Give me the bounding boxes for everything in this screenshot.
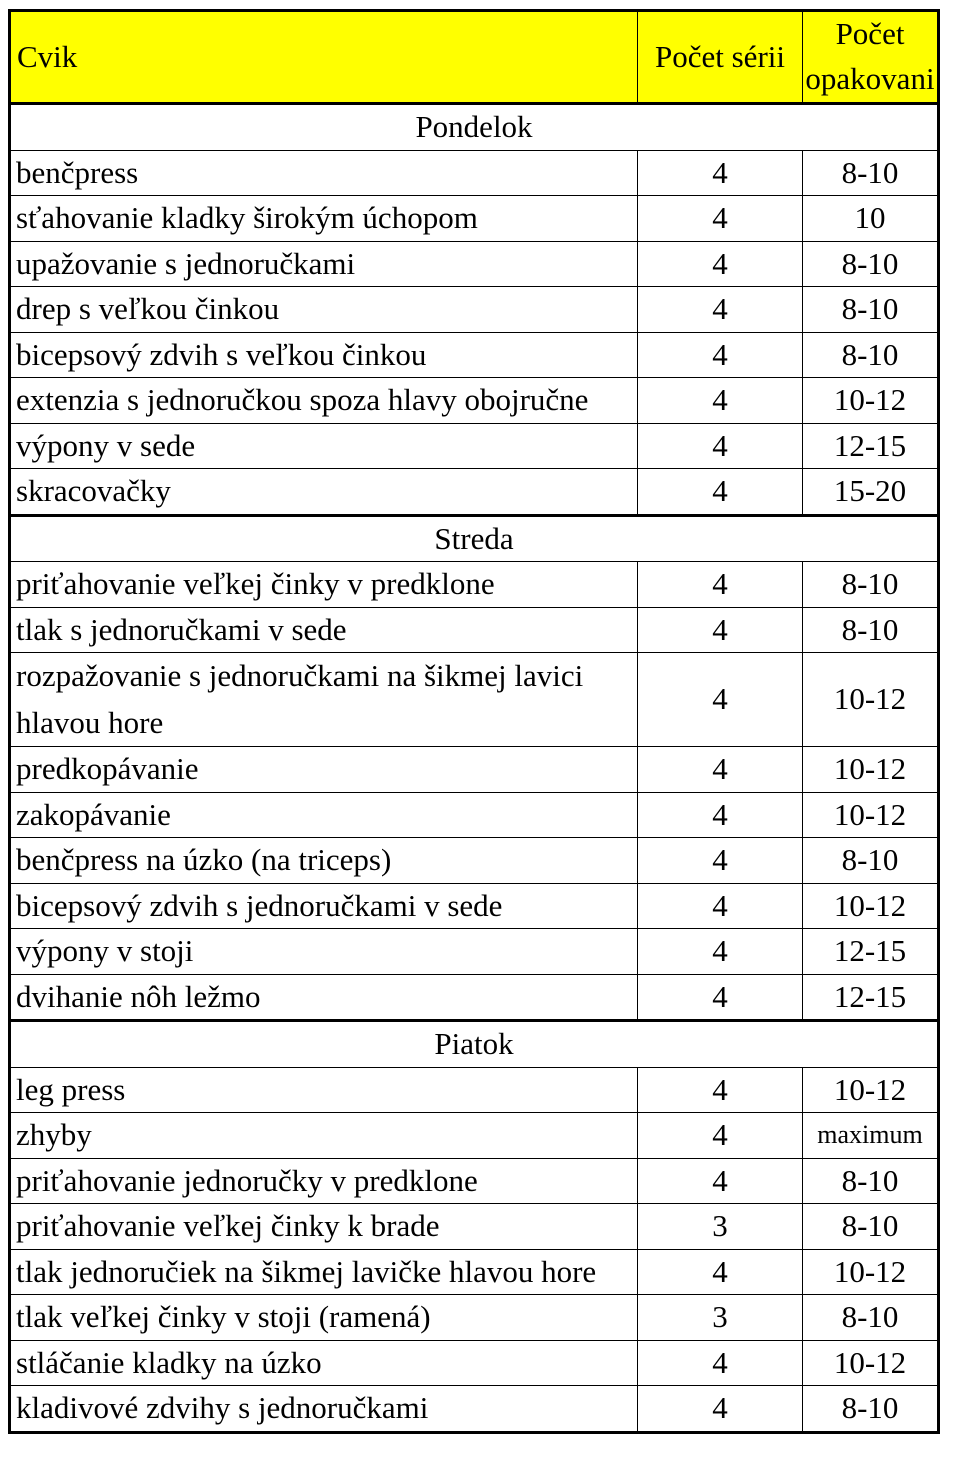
reps-count: 10-12 <box>803 1249 939 1295</box>
exercise-name: výpony v stoji <box>10 929 638 975</box>
exercise-row <box>10 1340 939 1386</box>
sets-count: 4 <box>638 1158 803 1204</box>
sets-count: 4 <box>638 287 803 333</box>
exercise-name: upažovanie s jednoručkami <box>10 241 638 287</box>
sets-count: 4 <box>638 607 803 653</box>
reps-count: maximum <box>803 1113 939 1159</box>
exercise-name: leg press <box>10 1067 638 1113</box>
exercise-row <box>10 1158 939 1204</box>
reps-count: 8-10 <box>803 1295 939 1341</box>
sets-count: 4 <box>638 423 803 469</box>
day-name: Streda <box>10 515 939 562</box>
sets-count: 4 <box>638 150 803 196</box>
reps-count: 10-12 <box>803 883 939 929</box>
day-header-row <box>10 1021 939 1068</box>
header-row <box>10 11 939 104</box>
sets-count: 4 <box>638 332 803 378</box>
exercise-name: priťahovanie jednoručky v predklone <box>10 1158 638 1204</box>
day-header-row <box>10 515 939 562</box>
exercise-name: predkopávanie <box>10 747 638 793</box>
header-sets: Počet sérii <box>638 11 803 104</box>
exercise-name: priťahovanie veľkej činky v predklone <box>10 562 638 608</box>
exercise-row <box>10 423 939 469</box>
reps-count: 12-15 <box>803 974 939 1021</box>
exercise-row <box>10 929 939 975</box>
exercise-row <box>10 883 939 929</box>
sets-count: 4 <box>638 1340 803 1386</box>
sets-count: 4 <box>638 1249 803 1295</box>
exercise-name: tlak jednoručiek na šikmej lavičke hlavou hore <box>10 1249 638 1295</box>
reps-count: 8-10 <box>803 1158 939 1204</box>
sets-count: 4 <box>638 838 803 884</box>
exercise-name: výpony v sede <box>10 423 638 469</box>
header-reps <box>803 11 939 104</box>
sets-count: 4 <box>638 469 803 516</box>
exercise-row <box>10 287 939 333</box>
sets-count: 4 <box>638 1113 803 1159</box>
sets-count: 4 <box>638 196 803 242</box>
reps-count: 8-10 <box>803 241 939 287</box>
exercise-name: stláčanie kladky na úzko <box>10 1340 638 1386</box>
sets-count: 3 <box>638 1204 803 1250</box>
reps-count: 10-12 <box>803 378 939 424</box>
exercise-row <box>10 1067 939 1113</box>
sets-count: 4 <box>638 1067 803 1113</box>
sets-count: 3 <box>638 1295 803 1341</box>
sets-count: 4 <box>638 929 803 975</box>
exercise-name: tlak s jednoručkami v sede <box>10 607 638 653</box>
workout-table <box>8 9 940 1434</box>
reps-count: 10 <box>803 196 939 242</box>
sets-count: 4 <box>638 883 803 929</box>
sets-count: 4 <box>638 378 803 424</box>
reps-count: 15-20 <box>803 469 939 516</box>
sets-count: 4 <box>638 653 803 747</box>
exercise-row <box>10 1249 939 1295</box>
exercise-name: kladivové zdvihy s jednoručkami <box>10 1386 638 1433</box>
exercise-name: sťahovanie kladky širokým úchopom <box>10 196 638 242</box>
header-exercise: Cvik <box>10 11 638 104</box>
exercise-name: extenzia s jednoručkou spoza hlavy obojručne <box>10 378 638 424</box>
exercise-row <box>10 241 939 287</box>
reps-count: 12-15 <box>803 423 939 469</box>
exercise-row <box>10 196 939 242</box>
exercise-name: zakopávanie <box>10 792 638 838</box>
reps-count: 10-12 <box>803 792 939 838</box>
reps-count: 10-12 <box>803 1067 939 1113</box>
exercise-row <box>10 469 939 516</box>
exercise-row <box>10 150 939 196</box>
exercise-row <box>10 974 939 1021</box>
exercise-name: priťahovanie veľkej činky k brade <box>10 1204 638 1250</box>
sets-count: 4 <box>638 974 803 1021</box>
header-reps-line2: opakovani <box>805 61 935 96</box>
reps-count: 10-12 <box>803 747 939 793</box>
exercise-row <box>10 378 939 424</box>
sets-count: 4 <box>638 241 803 287</box>
exercise-name: bicepsový zdvih s veľkou činkou <box>10 332 638 378</box>
exercise-row <box>10 1204 939 1250</box>
reps-count: 8-10 <box>803 1386 939 1433</box>
reps-count: 10-12 <box>803 653 939 747</box>
exercise-row <box>10 838 939 884</box>
sets-count: 4 <box>638 562 803 608</box>
day-name: Pondelok <box>10 104 939 151</box>
reps-count: 8-10 <box>803 607 939 653</box>
exercise-name: zhyby <box>10 1113 638 1159</box>
exercise-name: bicepsový zdvih s jednoručkami v sede <box>10 883 638 929</box>
exercise-name: benčpress na úzko (na triceps) <box>10 838 638 884</box>
exercise-name: skracovačky <box>10 469 638 516</box>
exercise-name: benčpress <box>10 150 638 196</box>
exercise-row <box>10 1113 939 1159</box>
exercise-row <box>10 332 939 378</box>
reps-count: 8-10 <box>803 150 939 196</box>
exercise-row <box>10 1386 939 1433</box>
day-header-row <box>10 104 939 151</box>
reps-count: 12-15 <box>803 929 939 975</box>
exercise-row <box>10 562 939 608</box>
exercise-name: dvihanie nôh ležmo <box>10 974 638 1021</box>
reps-count: 8-10 <box>803 562 939 608</box>
day-name: Piatok <box>10 1021 939 1068</box>
reps-count: 8-10 <box>803 838 939 884</box>
sets-count: 4 <box>638 747 803 793</box>
header-reps-line1: Počet <box>835 16 905 52</box>
exercise-name: drep s veľkou činkou <box>10 287 638 333</box>
exercise-name: rozpažovanie s jednoručkami na šikmej lavici hlavou hore <box>10 653 638 747</box>
exercise-row <box>10 747 939 793</box>
exercise-row <box>10 607 939 653</box>
exercise-row <box>10 792 939 838</box>
exercise-row <box>10 653 939 747</box>
exercise-name: tlak veľkej činky v stoji (ramená) <box>10 1295 638 1341</box>
workout-table-container <box>8 9 940 1434</box>
reps-count: 8-10 <box>803 1204 939 1250</box>
sets-count: 4 <box>638 792 803 838</box>
reps-count: 8-10 <box>803 287 939 333</box>
sets-count: 4 <box>638 1386 803 1433</box>
reps-count: 10-12 <box>803 1340 939 1386</box>
reps-count: 8-10 <box>803 332 939 378</box>
exercise-row <box>10 1295 939 1341</box>
